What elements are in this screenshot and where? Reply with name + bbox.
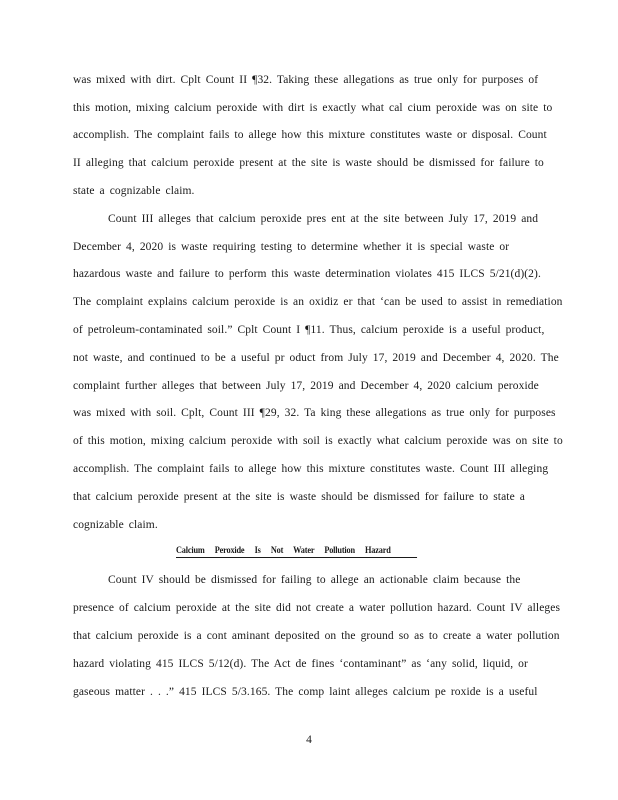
body-line: accomplish. The complaint fails to allege how this mixture constitutes waste or disposal. Count xyxy=(73,129,547,141)
body-line: hazard violating 415 ILCS 5/12(d). The Act de fines ‘contaminant” as ‘any solid, liquid, or xyxy=(73,658,528,670)
body-line: complaint further alleges that between July 17, 2019 and December 4, 2020 calcium peroxide xyxy=(73,380,539,392)
body-line: this motion, mixing calcium peroxide with dirt is exactly what cal cium peroxide was on site to xyxy=(73,102,553,114)
body-line: December 4, 2020 is waste requiring testing to determine whether it is special waste or xyxy=(73,241,510,253)
body-line: II alleging that calcium peroxide present at the site is waste should be dismissed for failure to xyxy=(73,157,544,169)
body-line: gaseous matter . . .” 415 ILCS 5/3.165. The comp laint alleges calcium pe roxide is a useful xyxy=(73,686,538,698)
body-line: was mixed with dirt. Cplt Count II ¶32. Taking these allegations as true only for purposes of xyxy=(73,74,539,86)
body-line: of petroleum-contaminated soil.” Cplt Count I ¶11. Thus, calcium peroxide is a useful product, xyxy=(73,324,545,336)
page-number: 4 xyxy=(306,734,312,746)
body-line: that calcium peroxide present at the site is waste should be dismissed for failure to state a xyxy=(73,491,525,503)
body-line: accomplish. The complaint fails to allege how this mixture constitutes waste. Count III alleging xyxy=(73,463,549,475)
body-line: The complaint explains calcium peroxide is an oxidiz er that ‘can be used to assist in remediation xyxy=(73,296,563,308)
body-line: hazardous waste and failure to perform this waste determination violates 415 ILCS 5/21(d)(2). xyxy=(73,268,541,280)
paragraph-first-line: Count III alleges that calcium peroxide pres ent at the site between July 17, 2019 and xyxy=(108,213,539,225)
section-heading: Calcium Peroxide Is Not Water Pollution Hazard xyxy=(176,544,417,558)
body-line: cognizable claim. xyxy=(73,519,158,531)
body-line: not waste, and continued to be a useful pr oduct from July 17, 2019 and December 4, 2020. The xyxy=(73,352,559,364)
body-line: of this motion, mixing calcium peroxide with soil is exactly what calcium peroxide was on site to xyxy=(73,435,563,447)
body-line: was mixed with soil. Cplt, Count III ¶29, 32. Ta king these allegations as true only for purposes xyxy=(73,407,556,419)
paragraph-first-line: Count IV should be dismissed for failing to allege an actionable claim because the xyxy=(108,574,521,586)
body-line: presence of calcium peroxide at the site did not create a water pollution hazard. Count IV alleges xyxy=(73,602,561,614)
body-line: state a cognizable claim. xyxy=(73,185,195,197)
body-line: that calcium peroxide is a cont aminant deposited on the ground so as to create a water pollution xyxy=(73,630,560,642)
